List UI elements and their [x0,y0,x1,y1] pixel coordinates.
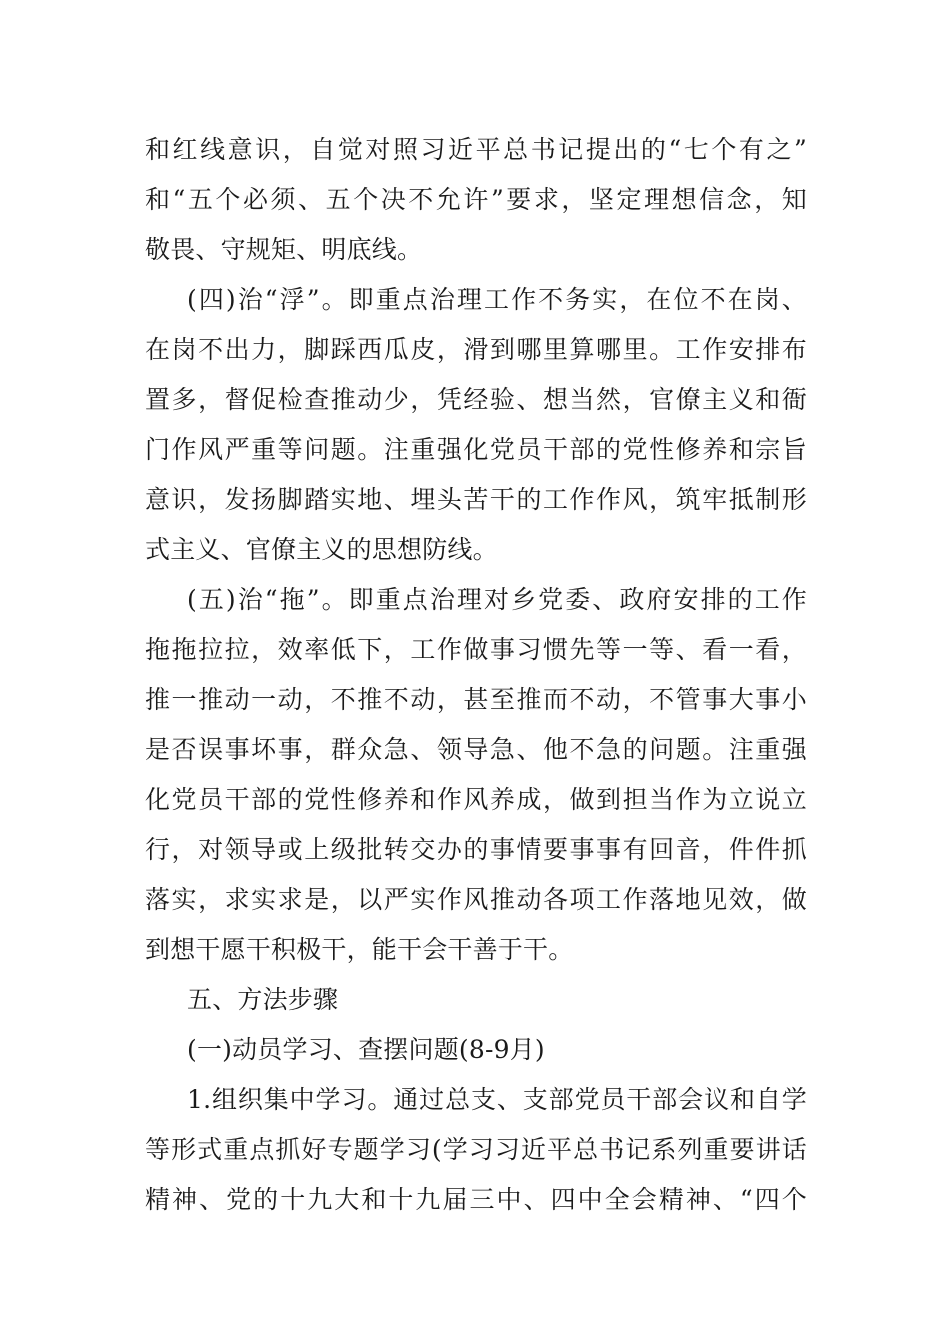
text-line: 等形式重点抓好专题学习(学习习近平总书记系列重要讲话 [145,1135,807,1164]
text-line: 行，对领导或上级批转交办的事情要事事有回音，件件抓 [145,835,807,864]
section-heading: 五、方法步骤 [187,985,339,1014]
text-line: 1.组织集中学习。通过总支、支部党员干部会议和自学 [187,1085,807,1114]
text-line: 落实，求实求是，以严实作风推动各项工作落地见效，做 [145,885,807,914]
text-line: (五)治“拖”。即重点治理对乡党委、政府安排的工作 [187,585,807,614]
text-line: (四)治“浮”。即重点治理工作不务实，在位不在岗、 [187,285,807,314]
text-line: 是否误事坏事，群众急、领导急、他不急的问题。注重强 [145,735,807,764]
text-line: 化党员干部的党性修养和作风养成，做到担当作为立说立 [145,785,807,814]
text-line: 敬畏、守规矩、明底线。 [145,235,423,264]
text-line: 门作风严重等问题。注重强化党员干部的党性修养和宗旨 [145,435,807,464]
text-line: 和“五个必须、五个决不允许”要求，坚定理想信念，知 [145,185,807,214]
text-line: 推一推动一动，不推不动，甚至推而不动，不管事大事小 [145,685,807,714]
text-line: 置多，督促检查推动少，凭经验、想当然，官僚主义和衙 [145,385,807,414]
text-line: 和红线意识，自觉对照习近平总书记提出的“七个有之” [145,135,807,164]
text-line: 意识，发扬脚踏实地、埋头苦干的工作作风，筑牢抵制形 [145,485,807,514]
text-line: 拖拖拉拉，效率低下，工作做事习惯先等一等、看一看， [145,635,807,664]
text-line: 精神、党的十九大和十九届三中、四中全会精神、“四个 [145,1185,807,1214]
text-line: 式主义、官僚主义的思想防线。 [145,535,498,564]
text-line: 到想干愿干积极干，能干会干善于干。 [145,935,574,964]
subsection-heading: (一)动员学习、查摆问题(8-9月) [187,1035,545,1064]
text-line: 在岗不出力，脚踩西瓜皮，滑到哪里算哪里。工作安排布 [145,335,807,364]
